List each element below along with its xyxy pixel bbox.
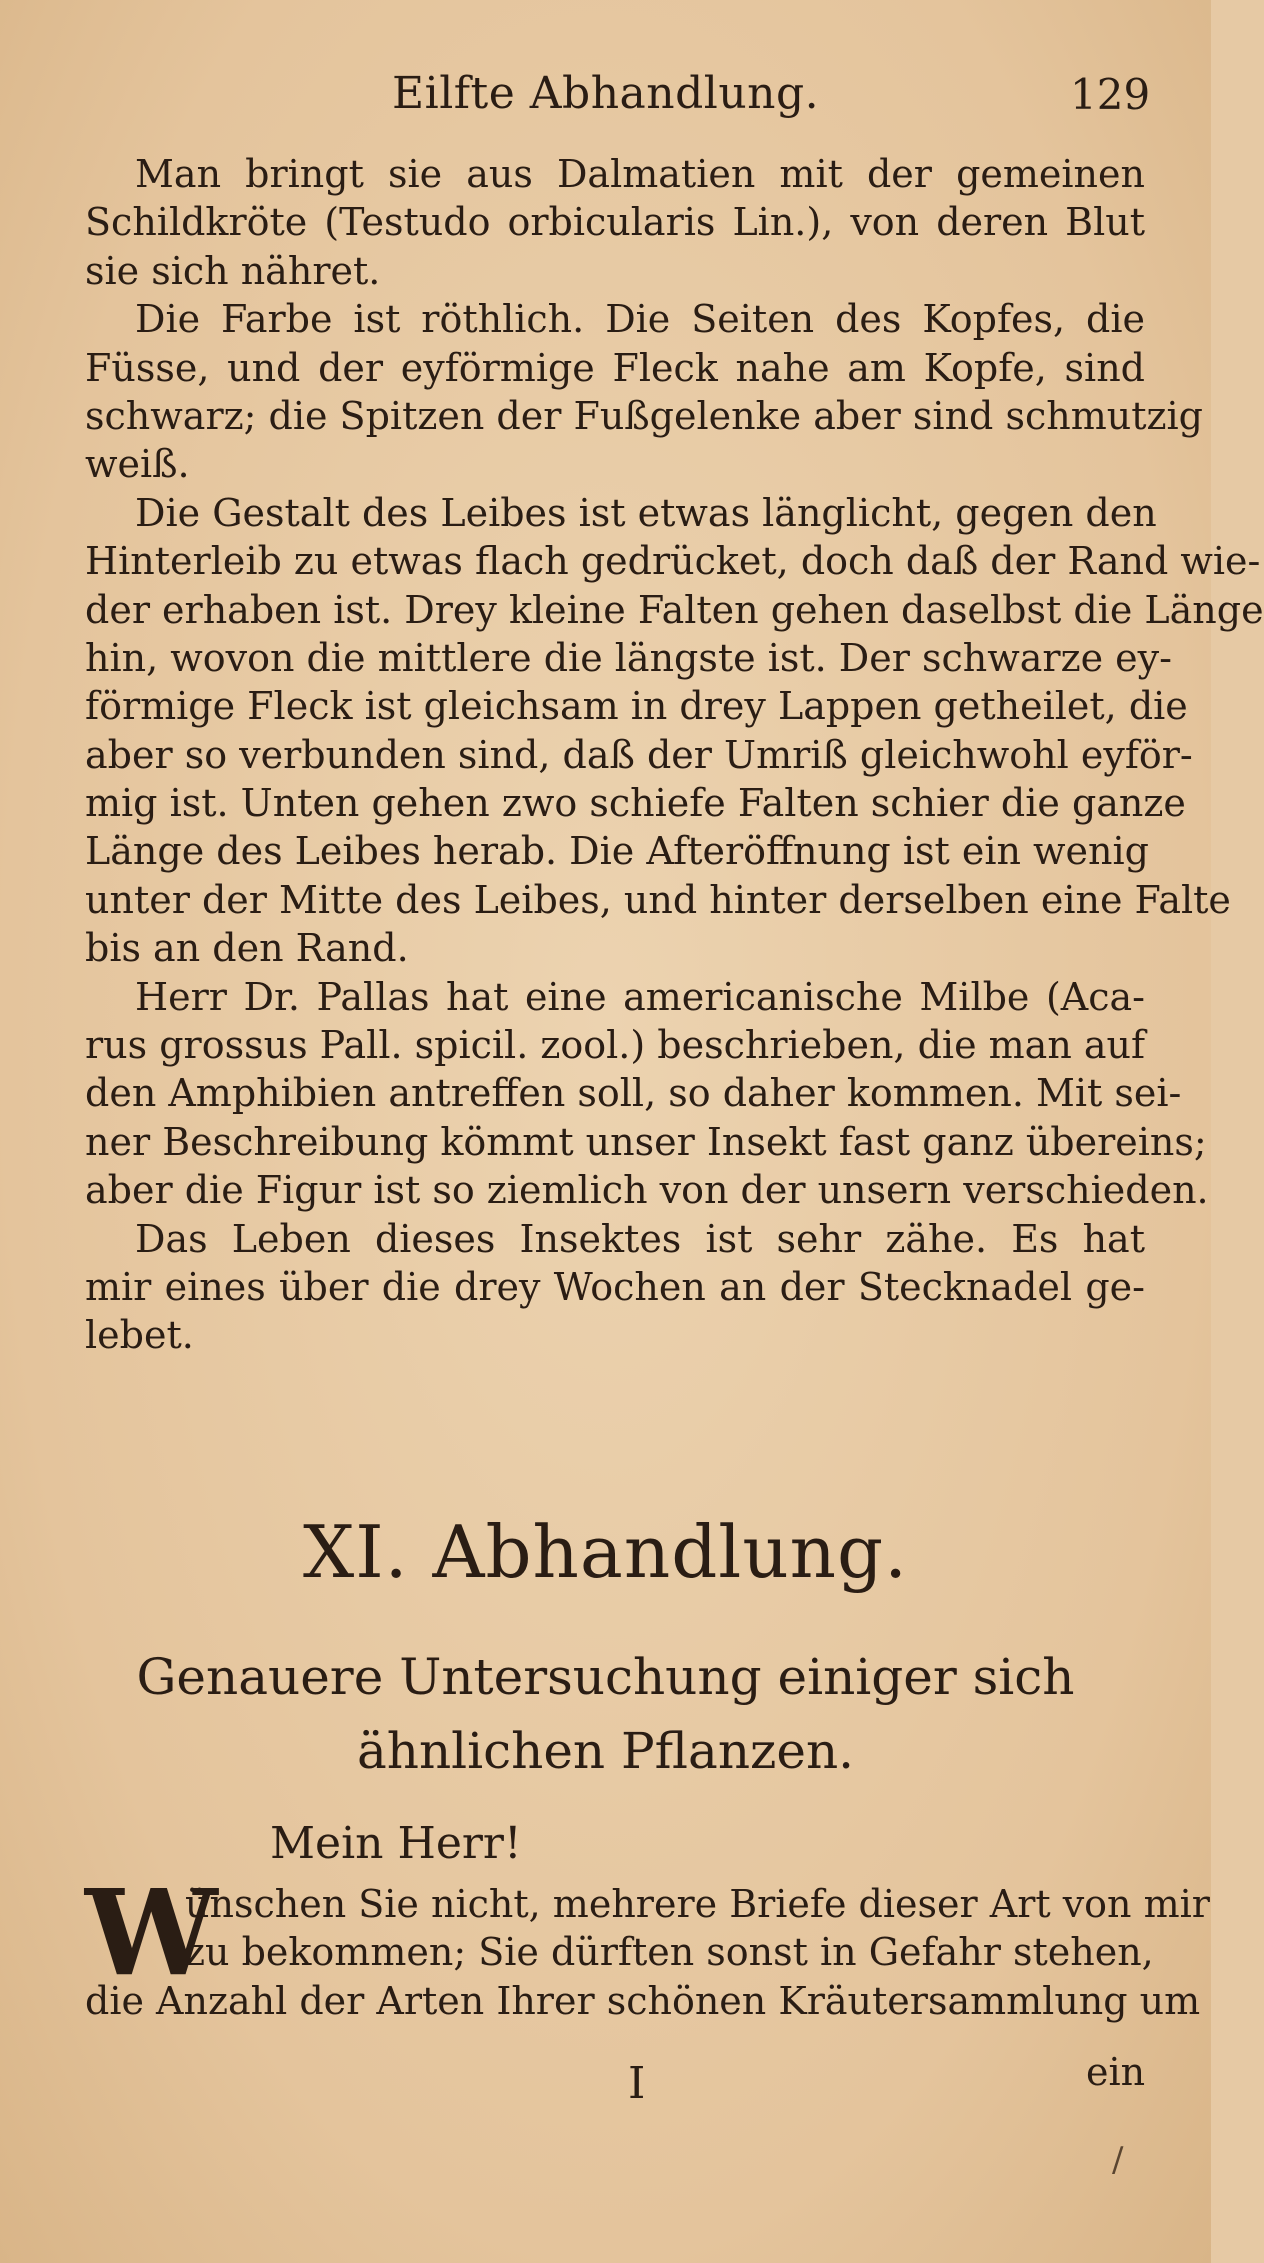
text-line: Länge des Leibes herab. Die Afteröffnung ist ein wenig xyxy=(85,829,1149,874)
text-line: unter der Mitte des Leibes, und hinter derselben eine Falte xyxy=(85,877,1231,922)
text-line: Die Gestalt des Leibes ist etwas länglicht, gegen den xyxy=(135,490,1157,535)
text-line: rus grossus Pall. spicil. zool.) beschrieben, die man auf xyxy=(85,1023,1146,1068)
text-line: lebet. xyxy=(85,1313,194,1358)
treatise-title-line-2: ähnlichen Pflanzen. xyxy=(356,1722,855,1780)
text-line: aber die Figur ist so ziemlich von der unsern verschieden. xyxy=(85,1168,1209,1213)
letter-line: ünschen Sie nicht, mehrere Briefe dieser Art von mir xyxy=(185,1882,1210,1926)
stray-mark: / xyxy=(1112,2140,1124,2180)
page-header xyxy=(0,58,1211,138)
drop-cap: W xyxy=(85,1863,218,2002)
text-line: hin, wovon die mittlere die längste ist. Der schwarze ey- xyxy=(85,635,1172,680)
text-line: ner Beschreibung kömmt unser Insekt fast ganz übereins; xyxy=(85,1119,1207,1164)
text-line: sie sich nähret. xyxy=(85,248,381,293)
letter-text xyxy=(85,1863,1210,2025)
body-text xyxy=(85,150,1264,1360)
text-line: der erhaben ist. Drey kleine Falten gehen daselbst die Länge xyxy=(85,587,1264,632)
text-line: weiß. xyxy=(85,442,190,487)
text-line: förmige Fleck ist gleichsam in drey Lappen getheilet, die xyxy=(85,684,1188,729)
text-line: Herr Dr. Pallas hat eine americanische Milbe (Aca- xyxy=(135,974,1145,1019)
text-line: den Amphibien antreffen soll, so daher kommen. Mit sei- xyxy=(85,1071,1182,1116)
text-line: Schildkröte (Testudo orbicularis Lin.), von deren Blut xyxy=(85,200,1145,245)
letter-line: zu bekommen; Sie dürften sonst in Gefahr stehen, xyxy=(185,1930,1154,1975)
running-title: Eilfte Abhandlung. xyxy=(392,68,820,119)
text-line: Füsse, und der eyförmige Fleck nahe am Kopfe, sind xyxy=(85,345,1145,390)
text-line: aber so verbunden sind, daß der Umriß gleichwohl eyför- xyxy=(85,732,1193,777)
text-line: Die Farbe ist röthlich. Die Seiten des Kopfes, die xyxy=(135,297,1145,342)
treatise-title-line-1: Genauere Untersuchung einiger sich xyxy=(136,1648,1075,1706)
treatise-heading: XI. Abhandlung. xyxy=(302,1510,909,1594)
salutation: Mein Herr! xyxy=(270,1818,522,1869)
letter-line: die Anzahl der Arten Ihrer schönen Kräutersammlung um xyxy=(85,1978,1201,2023)
text-line: Das Leben dieses Insektes ist sehr zähe. Es hat xyxy=(135,1216,1145,1261)
text-line: bis an den Rand. xyxy=(85,926,409,971)
text-line: Man bringt sie aus Dalmatien mit der gemeinen xyxy=(135,152,1145,196)
page-number: 129 xyxy=(1070,70,1151,119)
text-line: mig ist. Unten gehen zwo schiefe Falten schier die ganze xyxy=(85,781,1186,826)
text-line: mir eines über die drey Wochen an der Stecknadel ge- xyxy=(85,1264,1145,1309)
text-line: schwarz; die Spitzen der Fußgelenke aber sind schmutzig xyxy=(85,393,1203,438)
text-line: Hinterleib zu etwas flach gedrücket, doch daß der Rand wie- xyxy=(85,539,1261,584)
catchword: ein xyxy=(1086,2050,1146,2094)
signature-mark: I xyxy=(628,2058,646,2109)
